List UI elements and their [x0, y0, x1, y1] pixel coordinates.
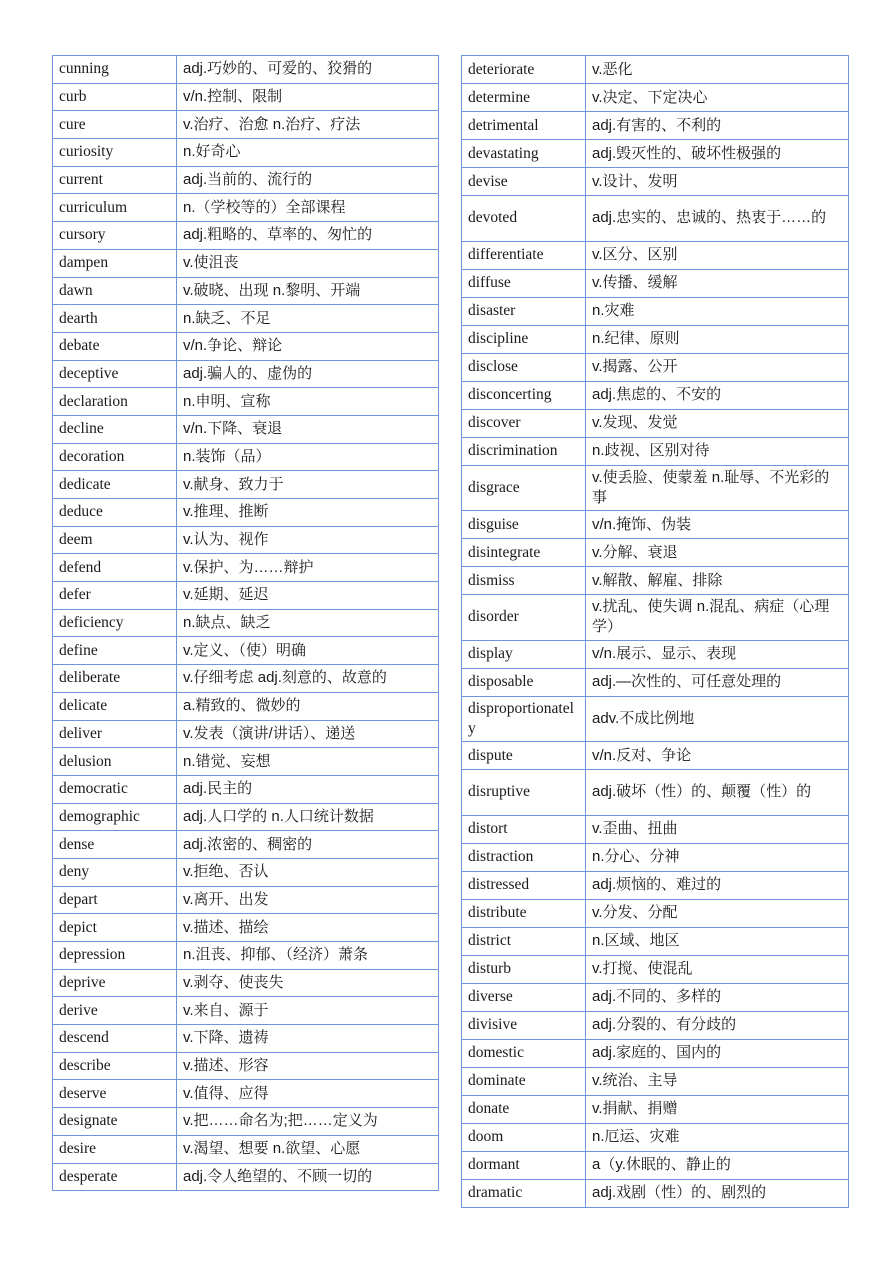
vocab-word: depression — [53, 942, 177, 970]
vocab-row — [462, 668, 849, 696]
vocab-word: diffuse — [462, 269, 586, 297]
vocab-word: distort — [462, 815, 586, 843]
vocab-meaning: v.歪曲、扭曲 — [586, 815, 849, 843]
vocab-row — [53, 803, 439, 831]
vocab-meaning: v.描述、描绘 — [177, 914, 439, 942]
vocab-row — [53, 1052, 439, 1080]
vocab-row — [462, 437, 849, 465]
vocab-row — [53, 83, 439, 111]
vocab-row — [462, 843, 849, 871]
vocab-row — [462, 325, 849, 353]
vocab-meaning: v.区分、区别 — [586, 241, 849, 269]
vocab-word: deliver — [53, 720, 177, 748]
vocab-word: describe — [53, 1052, 177, 1080]
vocab-word: delicate — [53, 692, 177, 720]
vocab-meaning: v.传播、缓解 — [586, 269, 849, 297]
vocab-word: cure — [53, 111, 177, 139]
vocab-word: depart — [53, 886, 177, 914]
vocab-meaning: n.装饰（品） — [177, 443, 439, 471]
vocab-row — [462, 84, 849, 112]
vocab-meaning: n.沮丧、抑郁、（经济）萧条 — [177, 942, 439, 970]
vocab-meaning: adj.毁灭性的、破坏性极强的 — [586, 140, 849, 168]
vocab-meaning: v/n.下降、衰退 — [177, 415, 439, 443]
vocab-row — [53, 609, 439, 637]
vocab-meaning: a.精致的、微妙的 — [177, 692, 439, 720]
vocab-row — [53, 360, 439, 388]
vocab-word: demographic — [53, 803, 177, 831]
vocab-meaning: v.来自、源于 — [177, 997, 439, 1025]
vocab-meaning: adj.当前的、流行的 — [177, 166, 439, 194]
vocab-meaning: v.定义、（使）明确 — [177, 637, 439, 665]
vocab-word: distribute — [462, 899, 586, 927]
vocab-meaning: v.剥夺、使丧失 — [177, 969, 439, 997]
vocab-meaning: v.设计、发明 — [586, 168, 849, 196]
vocab-word: cunning — [53, 56, 177, 84]
vocab-word: district — [462, 927, 586, 955]
vocab-meaning: v/n.反对、争论 — [586, 742, 849, 770]
vocab-row — [462, 297, 849, 325]
vocab-word: devoted — [462, 196, 586, 242]
vocab-row — [53, 748, 439, 776]
vocab-meaning: adj.骗人的、虚伪的 — [177, 360, 439, 388]
vocab-row — [462, 269, 849, 297]
vocab-meaning: n.申明、宣称 — [177, 388, 439, 416]
vocab-word: dormant — [462, 1151, 586, 1179]
vocab-row — [53, 332, 439, 360]
vocab-meaning: v.离开、出发 — [177, 886, 439, 914]
vocab-word: disintegrate — [462, 539, 586, 567]
vocab-word: deceptive — [53, 360, 177, 388]
vocabulary-table-right — [461, 55, 849, 1208]
vocab-word: decoration — [53, 443, 177, 471]
vocabulary-table-left — [52, 55, 439, 1191]
vocab-word: detrimental — [462, 112, 586, 140]
vocab-row — [53, 499, 439, 527]
vocab-row — [462, 196, 849, 242]
vocab-word: disguise — [462, 511, 586, 539]
vocab-row — [462, 56, 849, 84]
vocab-row — [53, 969, 439, 997]
vocab-meaning: v.渴望、想要 n.欲望、心愿 — [177, 1135, 439, 1163]
vocab-row — [462, 955, 849, 983]
vocab-meaning: adj.家庭的、国内的 — [586, 1039, 849, 1067]
vocab-meaning: adv.不成比例地 — [586, 696, 849, 742]
vocab-row — [53, 665, 439, 693]
vocab-row — [462, 1179, 849, 1207]
vocab-row — [53, 443, 439, 471]
vocab-word: disproportionately — [462, 696, 586, 742]
vocab-meaning: v/n.控制、限制 — [177, 83, 439, 111]
vocab-word: disconcerting — [462, 381, 586, 409]
vocab-word: deny — [53, 858, 177, 886]
vocab-meaning: v.分发、分配 — [586, 899, 849, 927]
vocab-row — [462, 742, 849, 770]
vocab-word: derive — [53, 997, 177, 1025]
vocab-row — [53, 1135, 439, 1163]
vocab-row — [53, 914, 439, 942]
vocab-meaning: v.使丢脸、使蒙羞 n.耻辱、不光彩的事 — [586, 465, 849, 511]
vocab-meaning: v.值得、应得 — [177, 1080, 439, 1108]
vocab-meaning: n.错觉、妄想 — [177, 748, 439, 776]
vocab-row — [462, 381, 849, 409]
vocab-row — [462, 1123, 849, 1151]
vocab-word: dearth — [53, 305, 177, 333]
vocab-meaning: adj.粗略的、草率的、匆忙的 — [177, 222, 439, 250]
vocab-row — [53, 222, 439, 250]
vocab-meaning: n.缺乏、不足 — [177, 305, 439, 333]
vocab-row — [462, 140, 849, 168]
vocab-word: designate — [53, 1108, 177, 1136]
vocab-word: diverse — [462, 983, 586, 1011]
vocab-word: defer — [53, 582, 177, 610]
vocab-meaning: n.好奇心 — [177, 139, 439, 167]
vocab-row — [462, 539, 849, 567]
vocab-row — [53, 775, 439, 803]
vocab-row — [53, 582, 439, 610]
vocab-meaning: n.灾难 — [586, 297, 849, 325]
vocab-word: disclose — [462, 353, 586, 381]
vocab-word: discover — [462, 409, 586, 437]
vocab-meaning: v.下降、遗祷 — [177, 1025, 439, 1053]
vocab-row — [53, 886, 439, 914]
vocab-meaning: v.保护、为……辩护 — [177, 554, 439, 582]
vocab-row — [462, 899, 849, 927]
vocab-meaning: v.拒绝、否认 — [177, 858, 439, 886]
vocab-word: descend — [53, 1025, 177, 1053]
vocab-row — [53, 471, 439, 499]
vocab-word: disgrace — [462, 465, 586, 511]
vocab-meaning: v.捐献、捐赠 — [586, 1095, 849, 1123]
vocab-word: devise — [462, 168, 586, 196]
vocab-meaning: v.破晓、出现 n.黎明、开端 — [177, 277, 439, 305]
vocab-word: disaster — [462, 297, 586, 325]
vocab-word: deduce — [53, 499, 177, 527]
vocab-row — [462, 567, 849, 595]
vocab-meaning: adj.分裂的、有分歧的 — [586, 1011, 849, 1039]
vocab-row — [53, 942, 439, 970]
vocab-meaning: v.发现、发觉 — [586, 409, 849, 437]
vocab-row — [462, 871, 849, 899]
vocab-row — [53, 277, 439, 305]
vocab-word: deteriorate — [462, 56, 586, 84]
vocab-word: depict — [53, 914, 177, 942]
vocab-word: distraction — [462, 843, 586, 871]
vocab-row — [53, 194, 439, 222]
vocab-row — [53, 858, 439, 886]
vocab-word: deficiency — [53, 609, 177, 637]
vocab-row — [53, 526, 439, 554]
vocab-meaning: v.揭露、公开 — [586, 353, 849, 381]
vocab-meaning: n.纪律、原则 — [586, 325, 849, 353]
vocab-row — [53, 997, 439, 1025]
vocab-word: differentiate — [462, 241, 586, 269]
vocab-meaning: adj.忠实的、忠诚的、热衷于……的 — [586, 196, 849, 242]
vocab-word: declaration — [53, 388, 177, 416]
vocab-row — [462, 465, 849, 511]
vocab-word: disposable — [462, 668, 586, 696]
vocab-row — [462, 353, 849, 381]
vocab-word: disturb — [462, 955, 586, 983]
vocab-meaning: v.使沮丧 — [177, 249, 439, 277]
vocab-word: deprive — [53, 969, 177, 997]
vocab-meaning: v.治疗、治愈 n.治疗、疗法 — [177, 111, 439, 139]
vocab-meaning: n.缺点、缺乏 — [177, 609, 439, 637]
vocab-word: defend — [53, 554, 177, 582]
vocab-row — [462, 1095, 849, 1123]
vocab-row — [53, 249, 439, 277]
vocab-word: domestic — [462, 1039, 586, 1067]
vocab-word: dawn — [53, 277, 177, 305]
vocab-row — [53, 1025, 439, 1053]
vocab-row — [53, 554, 439, 582]
vocab-word: display — [462, 640, 586, 668]
vocab-meaning: adj.—次性的、可任意处理的 — [586, 668, 849, 696]
vocab-word: decline — [53, 415, 177, 443]
vocab-row — [53, 305, 439, 333]
vocab-meaning: v.把……命名为;把……定义为 — [177, 1108, 439, 1136]
vocab-row — [53, 692, 439, 720]
vocab-word: desperate — [53, 1163, 177, 1191]
vocab-row — [53, 111, 439, 139]
vocab-word: define — [53, 637, 177, 665]
vocab-row — [53, 720, 439, 748]
vocab-meaning: v.决定、下定决心 — [586, 84, 849, 112]
vocab-word: donate — [462, 1095, 586, 1123]
vocab-word: dramatic — [462, 1179, 586, 1207]
vocab-row — [462, 409, 849, 437]
vocab-word: disruptive — [462, 770, 586, 816]
vocab-meaning: adj.有害的、不利的 — [586, 112, 849, 140]
vocab-row — [462, 770, 849, 816]
vocab-meaning: n.分心、分神 — [586, 843, 849, 871]
vocab-meaning: v.解散、解雇、排除 — [586, 567, 849, 595]
vocab-row — [53, 1108, 439, 1136]
vocab-word: debate — [53, 332, 177, 360]
vocab-meaning: v.发表（演讲/讲话）、递送 — [177, 720, 439, 748]
vocab-word: deserve — [53, 1080, 177, 1108]
vocab-meaning: n.区域、地区 — [586, 927, 849, 955]
vocab-meaning: adj.烦恼的、难过的 — [586, 871, 849, 899]
vocab-meaning: adj.焦虑的、不安的 — [586, 381, 849, 409]
vocab-meaning: adj.破坏（性）的、颠覆（性）的 — [586, 770, 849, 816]
vocab-word: discipline — [462, 325, 586, 353]
vocab-meaning: v.分解、衰退 — [586, 539, 849, 567]
vocab-meaning: v.统治、主导 — [586, 1067, 849, 1095]
vocab-word: dense — [53, 831, 177, 859]
vocab-word: determine — [462, 84, 586, 112]
vocab-meaning: adj.人口学的 n.人口统计数据 — [177, 803, 439, 831]
vocab-row — [53, 56, 439, 84]
vocab-word: dispute — [462, 742, 586, 770]
vocab-meaning: v/n.争论、辩论 — [177, 332, 439, 360]
vocab-word: dedicate — [53, 471, 177, 499]
vocab-meaning: v/n.展示、显示、表现 — [586, 640, 849, 668]
vocab-word: curiosity — [53, 139, 177, 167]
vocab-row — [53, 415, 439, 443]
vocab-meaning: adj.民主的 — [177, 775, 439, 803]
vocab-word: delusion — [53, 748, 177, 776]
vocab-meaning: adj.浓密的、稠密的 — [177, 831, 439, 859]
vocab-meaning: v.恶化 — [586, 56, 849, 84]
vocab-row — [462, 983, 849, 1011]
vocab-row — [53, 388, 439, 416]
vocab-meaning: v.延期、延迟 — [177, 582, 439, 610]
vocab-meaning: adj.戏剧（性）的、剧烈的 — [586, 1179, 849, 1207]
vocab-meaning: v.认为、视作 — [177, 526, 439, 554]
vocab-word: desire — [53, 1135, 177, 1163]
vocab-word: distressed — [462, 871, 586, 899]
vocab-word: current — [53, 166, 177, 194]
vocab-row — [462, 511, 849, 539]
vocab-row — [462, 595, 849, 641]
vocab-row — [462, 1151, 849, 1179]
vocab-meaning: n.歧视、区别对待 — [586, 437, 849, 465]
vocab-row — [462, 815, 849, 843]
vocab-word: dominate — [462, 1067, 586, 1095]
vocab-row — [462, 927, 849, 955]
vocab-word: disorder — [462, 595, 586, 641]
vocab-row — [462, 112, 849, 140]
vocab-word: discrimination — [462, 437, 586, 465]
vocab-row — [462, 1039, 849, 1067]
vocab-row — [462, 1011, 849, 1039]
vocab-word: deliberate — [53, 665, 177, 693]
vocab-word: devastating — [462, 140, 586, 168]
vocab-meaning: adj.巧妙的、可爱的、狡猾的 — [177, 56, 439, 84]
vocab-meaning: v.打搅、使混乱 — [586, 955, 849, 983]
vocab-row — [53, 1080, 439, 1108]
vocab-meaning: v.描述、形容 — [177, 1052, 439, 1080]
vocab-word: divisive — [462, 1011, 586, 1039]
vocab-meaning: v.扰乱、使失调 n.混乱、病症（心理学） — [586, 595, 849, 641]
vocab-meaning: n.厄运、灾难 — [586, 1123, 849, 1151]
vocab-word: curb — [53, 83, 177, 111]
vocab-row — [53, 831, 439, 859]
vocab-meaning: v.仔细考虑 adj.刻意的、故意的 — [177, 665, 439, 693]
vocab-meaning: a（y.休眠的、静止的 — [586, 1151, 849, 1179]
vocab-word: doom — [462, 1123, 586, 1151]
vocab-word: deem — [53, 526, 177, 554]
vocab-meaning: n.（学校等的）全部课程 — [177, 194, 439, 222]
vocab-meaning: adj.令人绝望的、不顾一切的 — [177, 1163, 439, 1191]
vocab-row — [462, 696, 849, 742]
vocab-meaning: v.献身、致力于 — [177, 471, 439, 499]
vocab-word: cursory — [53, 222, 177, 250]
vocab-row — [53, 637, 439, 665]
vocab-row — [462, 168, 849, 196]
vocab-row — [462, 241, 849, 269]
vocab-word: curriculum — [53, 194, 177, 222]
vocab-word: dampen — [53, 249, 177, 277]
vocab-meaning: v/n.掩饰、伪装 — [586, 511, 849, 539]
vocab-meaning: v.推理、推断 — [177, 499, 439, 527]
vocab-word: democratic — [53, 775, 177, 803]
vocab-word: dismiss — [462, 567, 586, 595]
vocab-row — [53, 166, 439, 194]
vocab-row — [53, 1163, 439, 1191]
vocab-row — [462, 1067, 849, 1095]
vocab-meaning: adj.不同的、多样的 — [586, 983, 849, 1011]
vocab-row — [53, 139, 439, 167]
vocab-row — [462, 640, 849, 668]
